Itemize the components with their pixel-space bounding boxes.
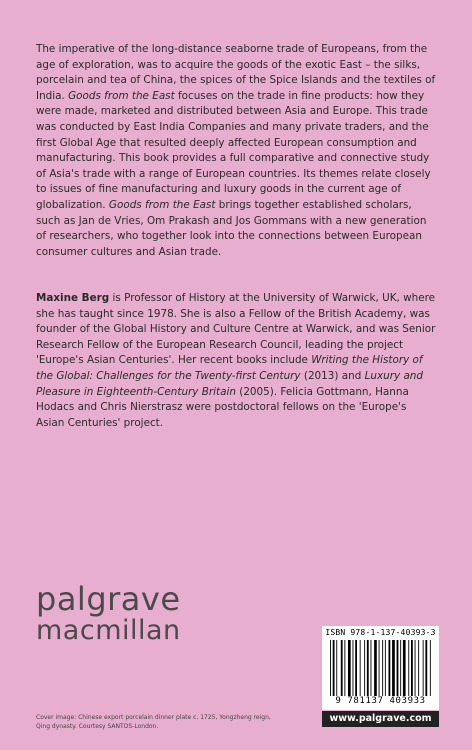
logo-macmillan: macmillan [36, 615, 181, 646]
isbn-label: ISBN 978-1-137-40393-3 [325, 628, 436, 637]
publisher-logo [36, 582, 181, 646]
bio-book-1: Writing the History of the Global: Challenges for the Twenty-first Century [36, 354, 423, 382]
blurb-book-title-1: Goods from the East [68, 89, 175, 102]
author-bio [36, 291, 438, 431]
barcode-digits: 9 781137 403933 [335, 696, 426, 706]
bio-text-3: (2005). Felicia Gottmann, Hanna Hodacs and Chris Nierstrasz were postdoctoral fellows on the 'Europe's Asian Centuries' project. [36, 385, 409, 429]
bio-text-2: (2013) and [300, 369, 365, 382]
logo-palgrave: palgrave [36, 580, 181, 618]
blurb-text-2: focuses on the trade in fine products: how they were made, marketed and distributed between Asia and Europe. This trade was conducted by East India Companies and many private traders, and the first Global Age that resulted deeply affected European consumption and manufacturing. This book provides a full comparative and connective study of Asia's trade with a range of European countries. Its themes relate closely to issues of fine manufacturing and luxury goods in the current age of globalization. [36, 89, 431, 211]
blurb-text-3: brings together established scholars, such as Jan de Vries, Om Prakash and Jos Gommans with a new generation of researchers, who together look into the connections between European consumer cultures and Asian trade. [36, 198, 427, 258]
barcode-icon [330, 640, 431, 696]
blurb-book-title-2: Goods from the East [108, 198, 216, 211]
blurb-paragraph [36, 42, 438, 260]
bio-text-1: is Professor of History at the University of Warwick, UK, where she has taught since 1978. She is also a Fellow of the British Academy, was founder of the Global History and Culture Centre at Warwick, and was Senior Research Fellow of the European Research Council, leading the project 'Europe's Asian Centuries'. Her recent books include [36, 292, 436, 367]
blurb-text-1: The imperative of the long-distance seaborne trade of Europeans, from the age of exploration, was to acquire the goods of the exotic East – the silks, porcelain and tea of China, the spices of the Spice Islands and the textiles of India. [36, 43, 436, 102]
bio-book-2: Luxury and Pleasure in Eighteenth-Century Britain [36, 369, 423, 398]
isbn-barcode [322, 626, 439, 710]
author-name: Maxine Berg [36, 292, 110, 304]
cover-image-credit: Cover image: Chinese export porcelain dinner plate c. 1725, Yongzheng reign, Qing dynasty. Courtesy SANTOS-London. [36, 714, 271, 730]
publisher-url[interactable]: www.palgrave.com [322, 711, 439, 727]
